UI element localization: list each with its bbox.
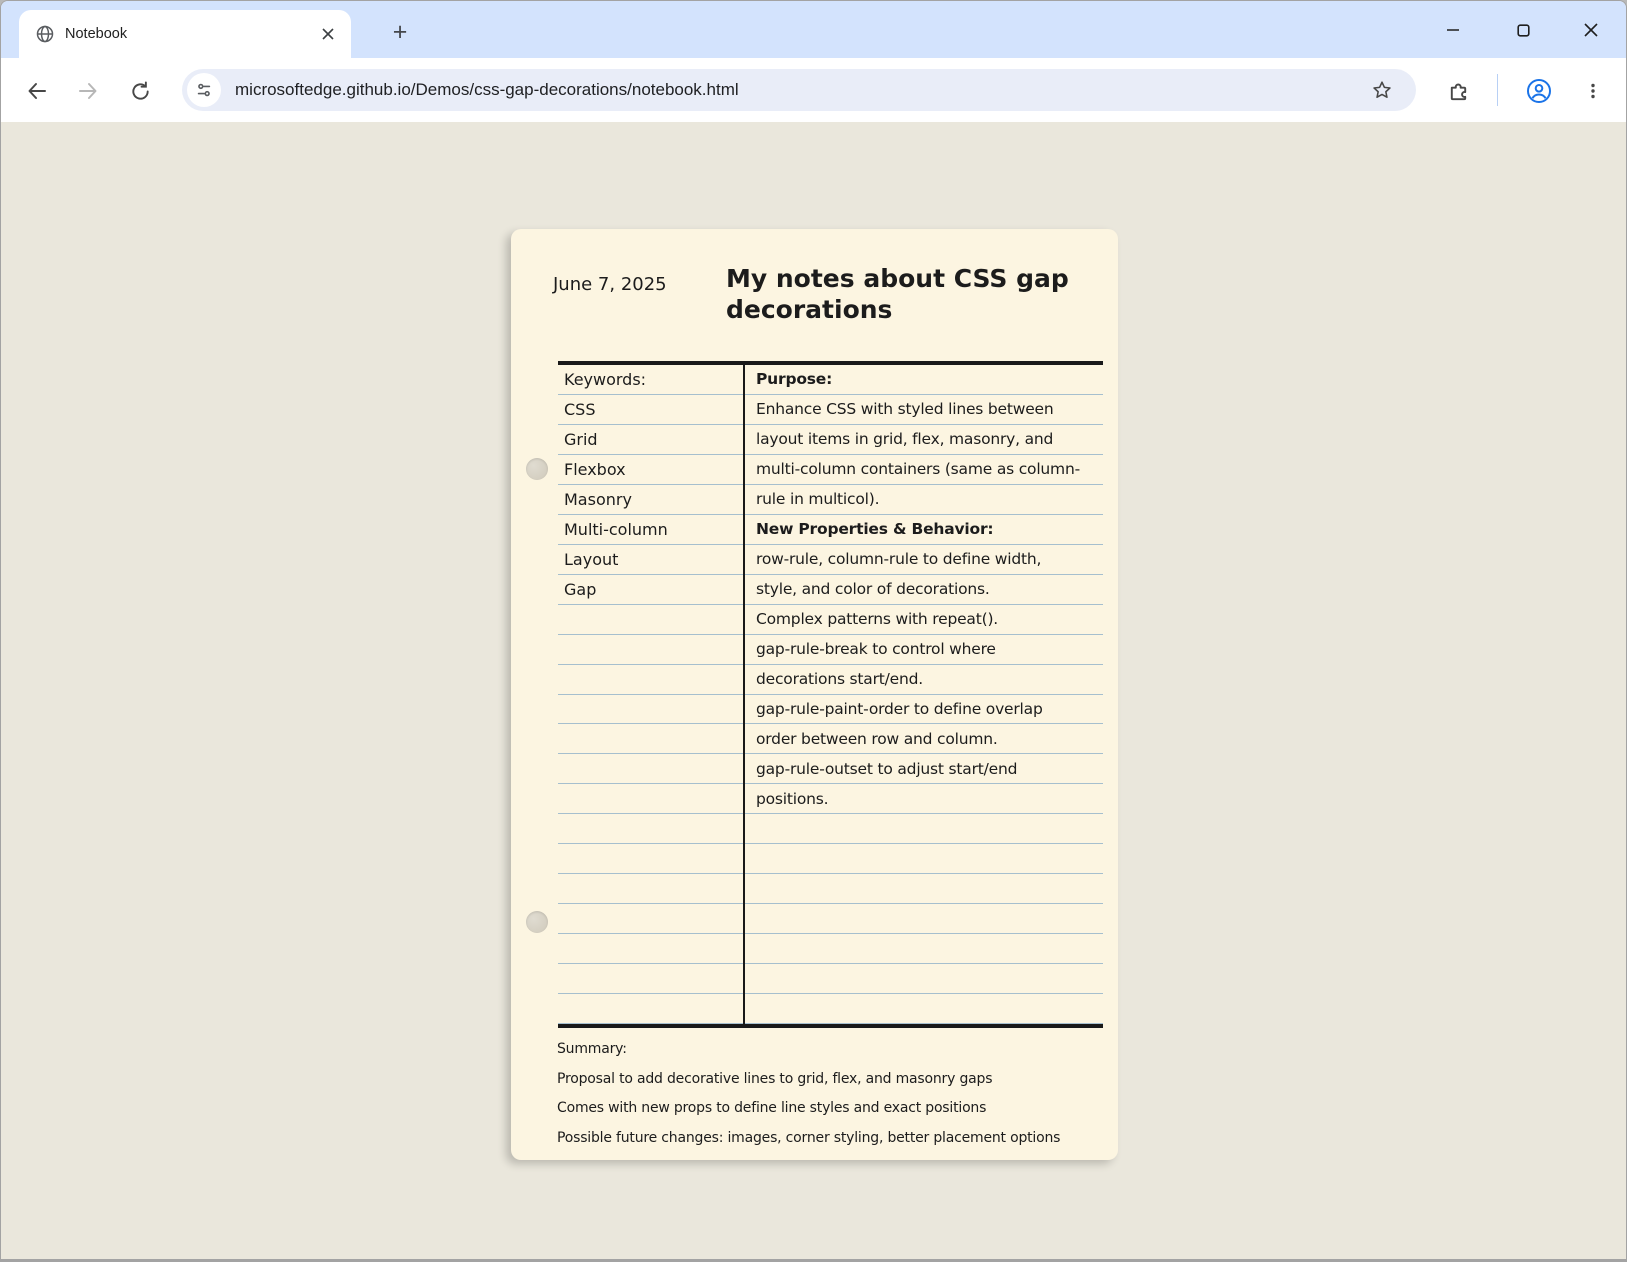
empty-ruled-line	[558, 814, 743, 844]
window-close-button[interactable]	[1572, 12, 1610, 48]
keyword-cell	[558, 395, 743, 425]
keywords-header-cell	[558, 365, 743, 395]
tune-sliders-icon	[195, 81, 213, 99]
empty-ruled-line	[558, 994, 743, 1024]
summary-line: Comes with new props to define line styles and exact positions	[557, 1100, 987, 1116]
url-text[interactable]: microsoftedge.github.io/Demos/css-gap-decorations/notebook.html	[235, 80, 739, 99]
window-minimize-button[interactable]	[1434, 12, 1472, 48]
puzzle-piece-icon	[1447, 80, 1470, 103]
empty-ruled-line	[558, 665, 743, 695]
summary-section	[557, 1035, 1102, 1153]
empty-ruled-line	[558, 904, 743, 934]
summary-line: Proposal to add decorative lines to grid, flex, and masonry gaps	[557, 1070, 993, 1087]
note-line-text: layout items in grid, flex, masonry, and	[756, 430, 1054, 449]
keyword-cell	[558, 485, 743, 515]
empty-ruled-line	[745, 874, 1103, 904]
globe-icon	[35, 24, 55, 44]
reload-button[interactable]	[127, 78, 153, 104]
empty-ruled-line	[745, 934, 1103, 964]
toolbar	[1, 58, 1626, 123]
keyword-cell	[558, 575, 743, 605]
note-line	[745, 395, 1103, 425]
note-line	[745, 575, 1103, 605]
url-bar[interactable]	[182, 69, 1416, 111]
empty-ruled-line	[558, 635, 743, 665]
extensions-button[interactable]	[1445, 78, 1471, 104]
arrow-right-icon	[76, 79, 100, 103]
keyword-cell-text: Grid	[564, 429, 598, 449]
note-line-text: rule in multicol).	[756, 490, 880, 509]
keyword-cell	[558, 425, 743, 455]
empty-ruled-line	[558, 874, 743, 904]
browser-menu-button[interactable]	[1580, 78, 1606, 104]
note-line-text: order between row and column.	[756, 729, 998, 748]
empty-ruled-line	[558, 724, 743, 754]
keywords-header-cell-text: Keywords:	[564, 369, 647, 389]
tab-close-icon[interactable]	[317, 23, 339, 45]
punch-hole-icon	[526, 911, 548, 933]
notebook-card	[511, 229, 1118, 1160]
keyword-cell	[558, 455, 743, 485]
note-line-text: Enhance CSS with styled lines between	[756, 400, 1054, 419]
note-line	[745, 515, 1103, 545]
toolbar-separator	[1497, 74, 1498, 106]
page-viewport	[1, 122, 1626, 1259]
keyword-cell-text: Flexbox	[564, 459, 626, 479]
keyword-cell	[558, 515, 743, 545]
empty-ruled-line	[558, 695, 743, 725]
empty-ruled-line	[745, 844, 1103, 874]
note-line	[745, 784, 1103, 814]
note-line-text: Complex patterns with repeat().	[756, 610, 999, 629]
keyword-cell-text: Multi-column	[564, 519, 668, 539]
forward-button[interactable]	[75, 78, 101, 104]
empty-ruled-line	[558, 605, 743, 635]
note-line-text: gap-rule-break to control where	[756, 640, 996, 659]
three-dot-vertical-icon	[1584, 82, 1602, 100]
note-line-text: gap-rule-paint-order to define overlap	[756, 699, 1043, 718]
arrow-left-icon	[25, 79, 49, 103]
note-line	[745, 455, 1103, 485]
note-line-text: style, and color of decorations.	[756, 580, 990, 599]
note-line-text: decorations start/end.	[756, 670, 923, 689]
person-circle-icon	[1526, 78, 1552, 104]
browser-tab[interactable]	[19, 10, 351, 58]
bookmark-star-icon[interactable]	[1370, 78, 1394, 102]
empty-ruled-line	[745, 964, 1103, 994]
keywords-column	[558, 365, 743, 1024]
note-line-text: positions.	[756, 789, 829, 808]
note-line	[745, 545, 1103, 575]
note-line	[745, 485, 1103, 515]
note-line-text: multi-column containers (same as column-	[756, 460, 1080, 479]
keyword-cell-text: CSS	[564, 399, 596, 419]
empty-ruled-line	[558, 934, 743, 964]
note-line-text: Purpose:	[756, 370, 833, 389]
note-line	[745, 695, 1103, 725]
back-button[interactable]	[24, 78, 50, 104]
note-line	[745, 635, 1103, 665]
note-line-text: gap-rule-outset to adjust start/end	[756, 759, 1018, 778]
note-line	[745, 724, 1103, 754]
keyword-cell-text: Layout	[564, 549, 619, 569]
keyword-cell-text: Gap	[564, 579, 597, 599]
note-line	[745, 754, 1103, 784]
empty-ruled-line	[558, 754, 743, 784]
site-settings-button[interactable]	[187, 73, 221, 107]
reload-icon	[129, 80, 152, 103]
empty-ruled-line	[558, 964, 743, 994]
note-line	[745, 605, 1103, 635]
note-line	[745, 665, 1103, 695]
empty-ruled-line	[745, 904, 1103, 934]
notes-table	[558, 361, 1103, 1028]
summary-line: Possible future changes: images, corner styling, better placement options	[557, 1129, 1061, 1146]
empty-ruled-line	[558, 844, 743, 874]
note-line-text: row-rule, column-rule to define width,	[756, 550, 1042, 569]
note-line	[745, 365, 1103, 395]
note-title: My notes about CSS gap decorations	[726, 264, 1069, 324]
empty-ruled-line	[745, 814, 1103, 844]
new-tab-button[interactable]: +	[392, 17, 408, 46]
empty-ruled-line	[558, 784, 743, 814]
empty-ruled-line	[745, 994, 1103, 1024]
purpose-column	[745, 365, 1103, 1024]
tab-title: Notebook	[65, 26, 128, 42]
note-line	[745, 425, 1103, 455]
note-date: June 7, 2025	[553, 274, 667, 295]
keyword-cell	[558, 545, 743, 575]
punch-hole-icon	[526, 458, 548, 480]
keyword-cell-text: Masonry	[564, 489, 632, 509]
profile-button[interactable]	[1526, 78, 1552, 104]
titlebar	[1, 1, 1626, 58]
summary-header: Summary:	[557, 1041, 627, 1057]
window-maximize-button[interactable]	[1504, 12, 1542, 48]
note-line-text: New Properties & Behavior:	[756, 520, 994, 539]
